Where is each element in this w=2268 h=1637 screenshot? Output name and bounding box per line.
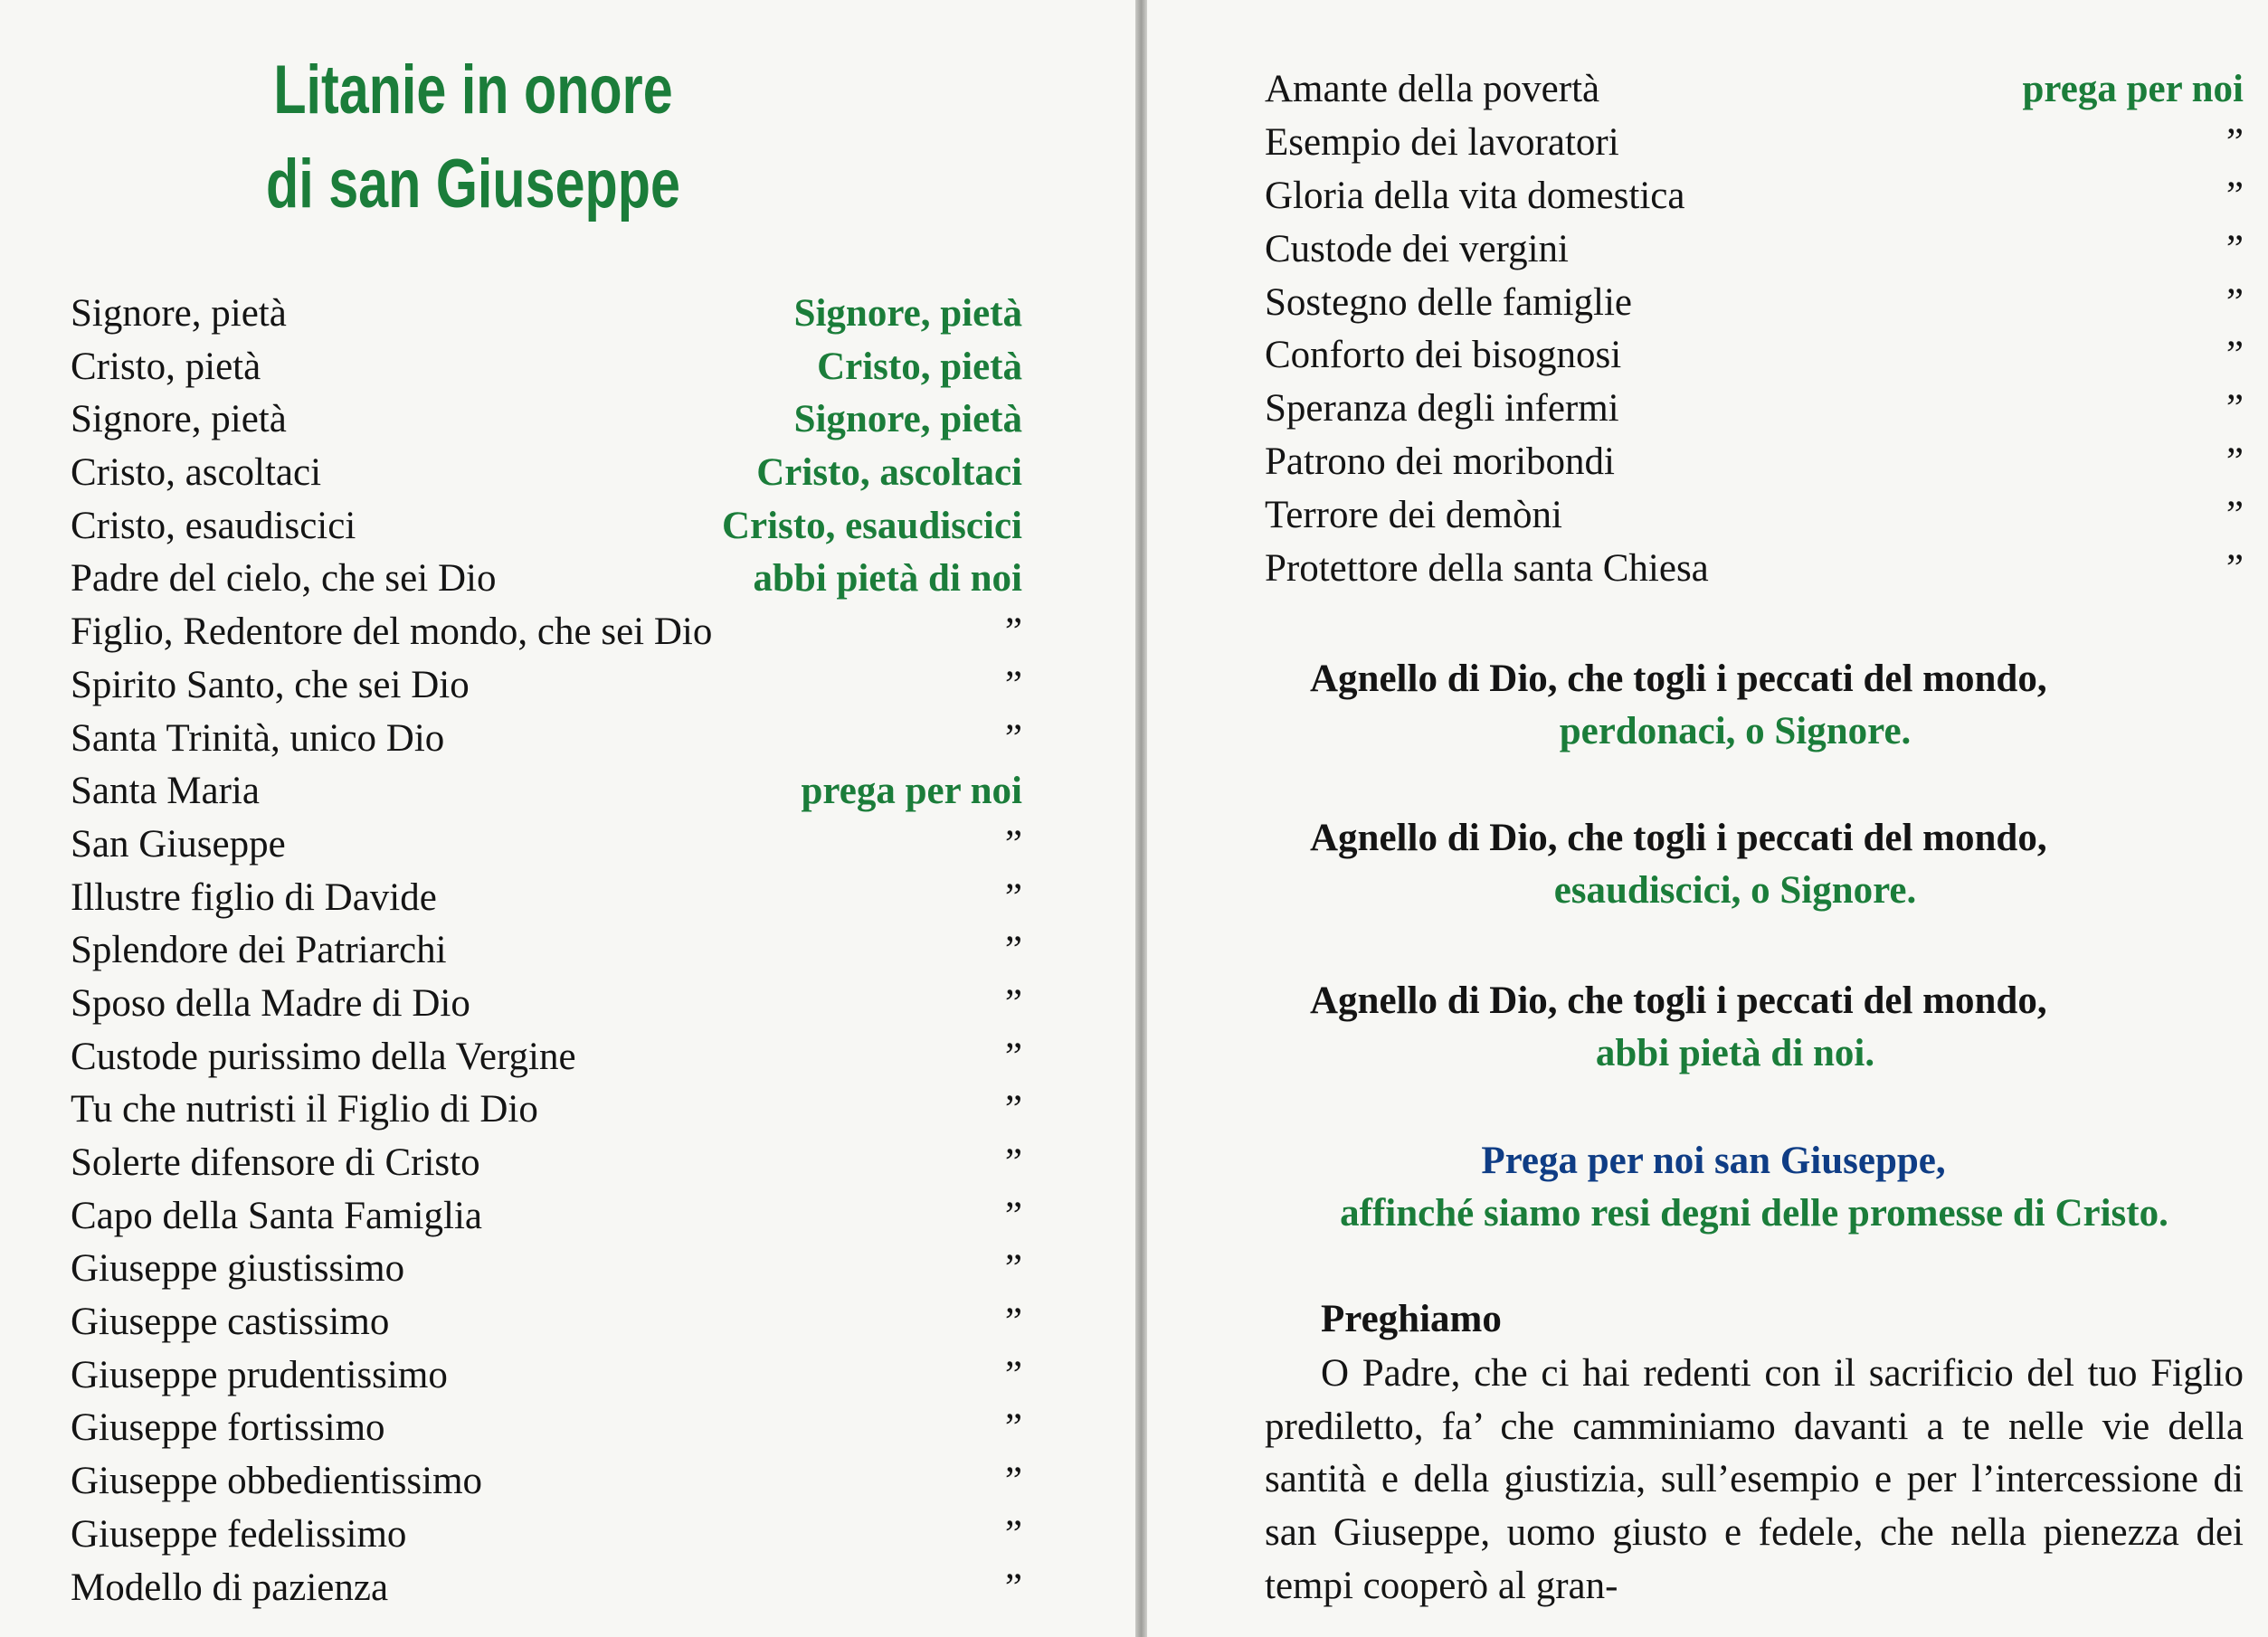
litany-invocation: Solerte difensore di Cristo [71,1141,480,1184]
litany-ditto-mark: ” [2225,280,2244,324]
agnus-dei-line: Agnello di Dio, che togli i peccati del mondo, [1310,658,2047,700]
litany-response: Cristo, esaudiscici [721,504,1022,547]
litany-ditto-mark: ” [1004,981,1022,1025]
litany-row [71,978,1022,1031]
litany-ditto-mark: ” [2225,227,2244,270]
litany-row [71,1455,1022,1509]
title-line-1: Litanie in onore [273,52,673,128]
litany-ditto-mark: ” [1004,1194,1022,1237]
agnus-dei-line: Agnello di Dio, che togli i peccati del mondo, [1310,979,2047,1022]
litany-row [71,341,1022,394]
agnus-dei-response: esaudiscici, o Signore. [1553,869,1917,912]
litany-ditto-mark: ” [1004,1035,1022,1078]
litany-response: prega per noi [2022,68,2244,110]
agnus-dei-line: Agnello di Dio, che togli i peccati del mondo, [1310,817,2047,859]
litany-invocation: Conforto dei bisognosi [1265,334,1622,377]
litany-invocation: Patrono dei moribondi [1265,440,1615,484]
litany-row [1265,436,2244,489]
agnus-dei-2 [1310,812,2215,917]
versicle: Prega per noi san Giuseppe, [1481,1140,1946,1182]
litany-row [71,1031,1022,1084]
page-title [226,43,720,232]
litany-invocation: Spirito Santo, che sei Dio [71,663,470,706]
book-gutter [1135,0,1147,1637]
litany-invocation: Gloria della vita domestica [1265,174,1685,217]
litany-row [71,872,1022,925]
litany-invocation: Cristo, ascoltaci [71,451,322,495]
litany-invocation: Esempio dei lavoratori [1265,120,1619,164]
litany-ditto-mark: ” [1004,1088,1022,1131]
litany-row [71,1509,1022,1562]
litany-response: Cristo, ascoltaci [756,451,1022,495]
litany-row [71,1349,1022,1403]
litany-ditto-mark: ” [1004,1512,1022,1556]
litany-list-right [1265,63,2244,596]
agnus-dei-1 [1310,653,2215,758]
prayer-heading: Preghiamo [1321,1298,1502,1340]
litany-row [71,818,1022,872]
litany-row [71,1402,1022,1455]
litany-row [1265,383,2244,436]
litany-invocation: Santa Trinità, unico Dio [71,716,445,760]
litany-ditto-mark: ” [2225,174,2244,217]
litany-row [71,447,1022,500]
litany-ditto-mark: ” [1004,929,1022,972]
litany-ditto-mark: ” [1004,610,1022,654]
litany-invocation: Giuseppe fedelissimo [71,1512,407,1556]
versicle-block [1265,1135,2244,1240]
title-line-2: di san Giuseppe [266,146,680,222]
litany-ditto-mark: ” [1004,1566,1022,1609]
litany-ditto-mark: ” [1004,875,1022,919]
litany-row [71,606,1022,659]
litany-ditto-mark: ” [1004,1406,1022,1450]
litany-ditto-mark: ” [1004,1301,1022,1344]
litany-invocation: Signore, pietà [71,398,287,441]
litany-invocation: Giuseppe fortissimo [71,1406,385,1450]
litany-row [71,553,1022,606]
litany-invocation: Padre del cielo, che sei Dio [71,557,497,601]
agnus-dei-3 [1310,975,2215,1080]
litany-response: Signore, pietà [793,292,1022,335]
litany-row [71,500,1022,554]
litany-row [1265,170,2244,223]
litany-ditto-mark: ” [2225,440,2244,484]
litany-row [71,393,1022,447]
right-page [1147,0,2268,1637]
litany-invocation: Tu che nutristi il Figlio di Dio [71,1088,538,1131]
litany-ditto-mark: ” [2225,547,2244,591]
litany-row [1265,277,2244,330]
litany-ditto-mark: ” [1004,1460,1022,1503]
litany-response: abbi pietà di noi [753,557,1022,601]
litany-invocation: Capo della Santa Famiglia [71,1194,482,1237]
versicle-response: affinché siamo resi degni delle promesse di Cristo. [1340,1192,2168,1235]
litany-invocation: Custode dei vergini [1265,227,1570,270]
litany-ditto-mark: ” [1004,1247,1022,1291]
litany-ditto-mark: ” [1004,1141,1022,1184]
litany-row [71,1190,1022,1244]
litany-invocation: Modello di pazienza [71,1566,389,1609]
litany-invocation: Terrore dei demòni [1265,494,1562,537]
litany-invocation: Santa Maria [71,770,260,813]
litany-response: Cristo, pietà [817,345,1022,388]
litany-row [71,1083,1022,1137]
litany-invocation: Illustre figlio di Davide [71,875,437,919]
litany-invocation: Giuseppe prudentissimo [71,1353,448,1396]
litany-row [1265,329,2244,383]
litany-invocation: Sostegno delle famiglie [1265,280,1633,324]
litany-row [71,659,1022,713]
litany-row [71,765,1022,818]
litany-row [71,713,1022,766]
litany-row [71,1296,1022,1349]
litany-row [1265,223,2244,277]
litany-invocation: Speranza degli infermi [1265,387,1619,431]
litany-ditto-mark: ” [2225,120,2244,164]
litany-ditto-mark: ” [1004,663,1022,706]
prayer-text: O Padre, che ci hai redenti con il sacrificio del tuo Figlio prediletto, fa’ che camminiamo davanti a te nelle vie della santità e della giustizia, sull’esempio e per l’intercessione di san Giuseppe, uomo giusto e fedele, che nella pienezza dei tempi cooperò al gran- [1265,1352,2244,1607]
litany-invocation: Giuseppe castissimo [71,1301,390,1344]
litany-row [71,288,1022,341]
litany-row [71,1562,1022,1615]
litany-ditto-mark: ” [2225,494,2244,537]
litany-ditto-mark: ” [2225,387,2244,431]
litany-list-left [71,288,1022,1614]
litany-ditto-mark: ” [1004,1353,1022,1396]
litany-invocation: Giuseppe obbedientissimo [71,1460,483,1503]
litany-invocation: Splendore dei Patriarchi [71,929,447,972]
agnus-dei-response: abbi pietà di noi. [1595,1032,1875,1074]
litany-invocation: Cristo, pietà [71,345,261,388]
litany-response: Signore, pietà [793,398,1022,441]
litany-invocation: Signore, pietà [71,292,287,335]
litany-row [71,1243,1022,1296]
litany-row [1265,489,2244,543]
agnus-dei-response: perdonaci, o Signore. [1559,710,1912,752]
litany-row [1265,543,2244,596]
litany-invocation: Protettore della santa Chiesa [1265,547,1709,591]
litany-invocation: Amante della povertà [1265,68,1600,110]
litany-ditto-mark: ” [1004,716,1022,760]
litany-invocation: Figlio, Redentore del mondo, che sei Dio [71,610,713,654]
litany-row [71,1137,1022,1190]
litany-invocation: Giuseppe giustissimo [71,1247,405,1291]
litany-row [1265,117,2244,170]
litany-invocation: Sposo della Madre di Dio [71,981,470,1025]
litany-row [1265,63,2244,117]
litany-ditto-mark: ” [1004,822,1022,866]
litany-invocation: Cristo, esaudiscici [71,504,356,547]
litany-invocation: Custode purissimo della Vergine [71,1035,576,1078]
litany-response: prega per noi [801,770,1022,813]
litany-ditto-mark: ” [2225,334,2244,377]
litany-invocation: San Giuseppe [71,822,286,866]
litany-row [71,924,1022,978]
